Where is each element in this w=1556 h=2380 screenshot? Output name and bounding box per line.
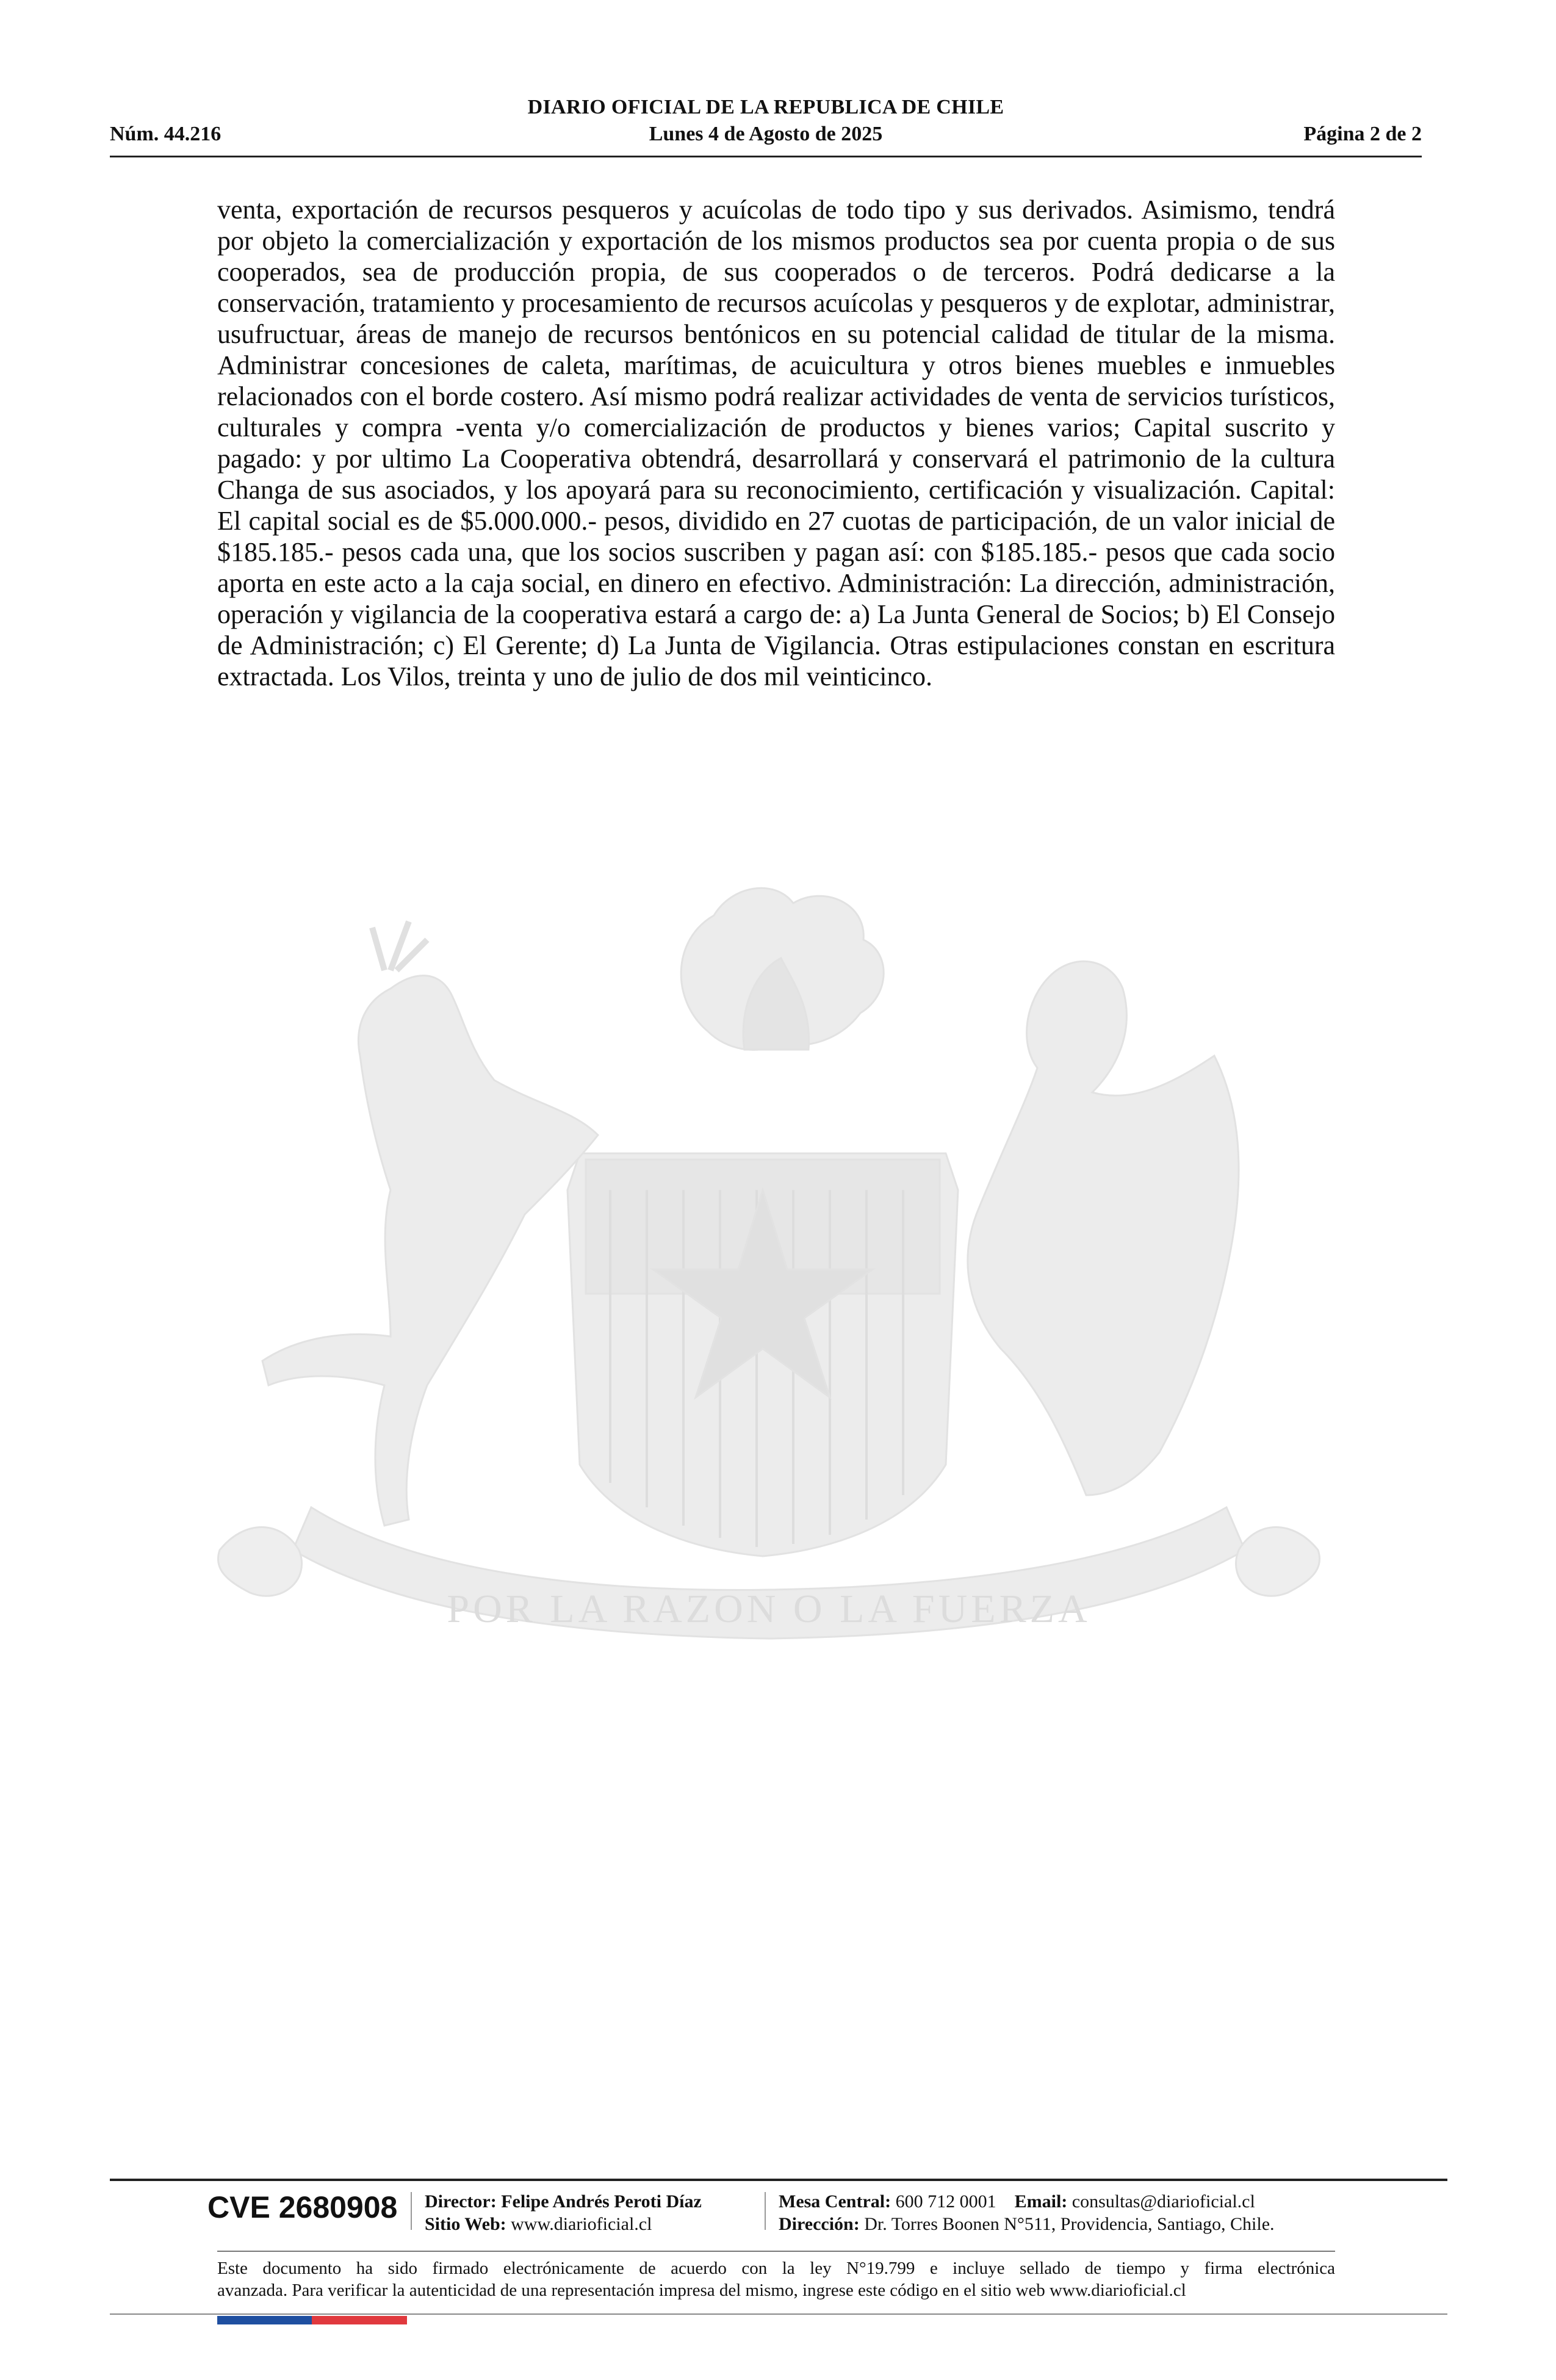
coat-of-arms-watermark-icon <box>207 848 1330 1660</box>
publication-title: DIARIO OFICIAL DE LA REPUBLICA DE CHILE <box>527 96 1004 118</box>
mesa-phone: 600 712 0001 <box>895 2191 996 2212</box>
legal-line-1: Este documento ha sido firmado electrónicamente de acuerdo con la ley N°19.799 e incluye sellado de tiempo y firma electrónica <box>217 2259 1335 2278</box>
footer-separator <box>765 2192 766 2230</box>
footer-director-block <box>425 2190 702 2235</box>
mesa-label: Mesa Central: <box>779 2191 891 2212</box>
address-label: Dirección: <box>779 2214 860 2234</box>
web-link[interactable]: www.diarioficial.cl <box>511 2214 652 2234</box>
left-scroll <box>218 1527 301 1596</box>
footer-divider-mid <box>217 2251 1335 2252</box>
director-name: Felipe Andrés Peroti Díaz <box>501 2191 702 2212</box>
issue-date: Lunes 4 de Agosto de 2025 <box>649 123 883 145</box>
right-scroll <box>1236 1527 1319 1596</box>
issue-number: Núm. 44.216 <box>110 123 222 145</box>
footer-divider-bottom <box>110 2313 1447 2315</box>
header-divider <box>110 156 1422 157</box>
legal-line-2: avanzada. Para verificar la autenticidad de una representación impresa del mismo, ingrese este código en el sitio web www.diarioficial.cl <box>217 2281 1186 2300</box>
web-label: Sitio Web: <box>425 2214 506 2234</box>
huemul-antlers <box>372 921 427 970</box>
body-paragraph: venta, exportación de recursos pesqueros y acuícolas de todo tipo y sus derivados. Asimismo, tendrá por objeto la comercialización y exportación de los mismos productos sea por cuenta propia o de sus cooperados, sea de producción propia, de sus cooperados o de terceros. Podrá dedicarse a la conservación, tratamiento y procesamiento de recursos acuícolas y pesqueros y de explotar, administrar, usufructuar, áreas de manejo de recursos bentónicos en su potencial calidad de titular de la misma. Administrar concesiones de caleta, marítimas, de acuicultura y otros bienes muebles e inmuebles relacionados con el borde costero. Así mismo podrá realizar actividades de venta de servicios turísticos, culturales y compra -venta y/o comercialización de productos y bienes varios; Capital suscrito y pagado: y por ultimo La Cooperativa obtendrá, desarrollará y conservará el patrimonio de la cultura Changa de sus asociados, y los apoyará para su reconocimiento, certificación y visualización. Capital: El capital social es de $5.000.000.- pesos, dividido en 27 cuotas de participación, de un valor inicial de $185.185.- pesos cada una, que los socios suscriben y pagan así: con $185.185.- pesos que cada socio aporta en este acto a la caja social, en dinero en efectivo. Administración: La dirección, administración, operación y vigilancia de la cooperativa estará a cargo de: a) La Junta General de Socios; b) El Consejo de Administración; c) El Gerente; d) La Junta de Vigilancia. Otras estipulaciones constan en escritura extractada. Los Vilos, treinta y uno de julio de dos mil veinticinco. <box>217 195 1335 691</box>
email-link[interactable]: consultas@diarioficial.cl <box>1072 2191 1255 2212</box>
address-value: Dr. Torres Boonen N°511, Providencia, Santiago, Chile. <box>864 2214 1275 2234</box>
footer-contact-block <box>779 2190 1275 2235</box>
condor-shape <box>968 961 1239 1495</box>
footer-separator <box>411 2192 412 2230</box>
email-label: Email: <box>1014 2191 1068 2212</box>
page-number: Página 2 de 2 <box>1303 123 1422 145</box>
huemul-shape <box>262 976 598 1526</box>
flag-stripe-blue <box>217 2316 312 2324</box>
cve-code: CVE 2680908 <box>207 2190 398 2224</box>
director-label: Director: <box>425 2191 497 2212</box>
legal-notice <box>217 2257 1335 2301</box>
flag-stripe-red <box>312 2316 407 2324</box>
page-header <box>110 95 1422 160</box>
footer-divider-top <box>110 2179 1447 2181</box>
motto-text: POR LA RAZON O LA FUERZA <box>447 1587 1091 1631</box>
